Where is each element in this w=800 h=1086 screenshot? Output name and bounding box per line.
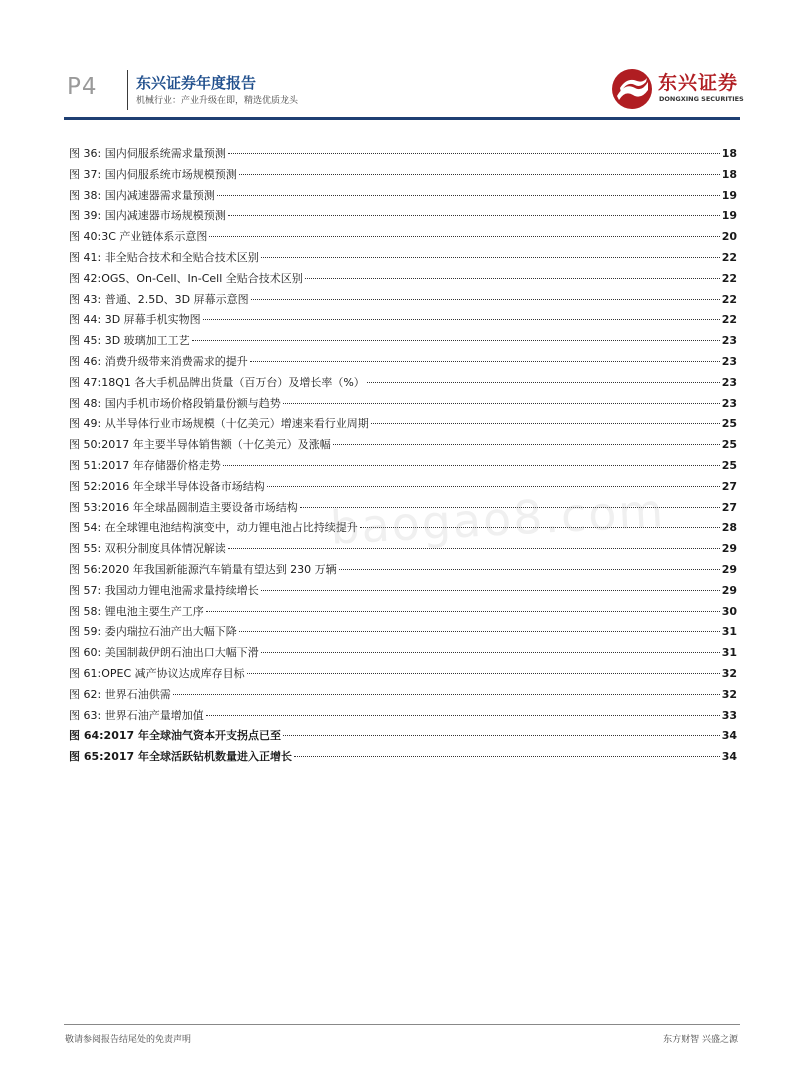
toc-label[interactable]: 图 49: 从半导体行业市场规模（十亿美元）增速来看行业周期	[69, 417, 369, 431]
toc-label[interactable]: 图 41: 非全贴合技术和全贴合技术区别	[69, 250, 259, 264]
toc-leader	[206, 611, 720, 612]
toc-leader	[209, 236, 719, 237]
toc-label[interactable]: 图 53:2016 年全球晶圆制造主要设备市场结构	[69, 500, 298, 514]
figure-index-list	[69, 144, 737, 768]
toc-label[interactable]: 图 56:2020 年我国新能源汽车销量有望达到 230 万辆	[69, 562, 337, 576]
toc-leader	[223, 465, 720, 466]
company-logo	[611, 66, 744, 112]
toc-leader	[247, 673, 720, 674]
footer-rule	[64, 1024, 740, 1025]
logo-mark-icon	[611, 68, 653, 110]
toc-label[interactable]: 图 52:2016 年全球半导体设备市场结构	[69, 479, 265, 493]
toc-row[interactable]	[69, 685, 737, 706]
toc-label[interactable]: 图 44: 3D 屏幕手机实物图	[69, 313, 201, 327]
toc-leader	[261, 257, 720, 258]
toc-page-number[interactable]: 23	[721, 396, 737, 410]
toc-row[interactable]	[69, 435, 737, 456]
toc-leader	[251, 299, 720, 300]
toc-leader	[203, 319, 720, 320]
toc-label[interactable]: 图 36: 国内伺服系统需求量预测	[69, 147, 226, 160]
toc-label[interactable]: 图 45: 3D 玻璃加工工艺	[69, 334, 190, 348]
toc-label[interactable]: 图 61:OPEC 减产协议达成库存目标	[69, 666, 245, 680]
toc-label[interactable]: 图 39: 国内减速器市场规模预测	[69, 209, 226, 223]
toc-row[interactable]	[69, 394, 737, 415]
toc-page-number[interactable]: 31	[721, 646, 737, 660]
toc-leader	[261, 590, 720, 591]
logo-chinese-name: 东兴证券	[658, 72, 739, 94]
toc-page-number[interactable]: 22	[721, 292, 737, 306]
toc-page-number[interactable]: 20	[721, 230, 737, 244]
toc-leader	[283, 403, 720, 404]
toc-row[interactable]	[69, 227, 737, 248]
header-divider	[127, 70, 128, 110]
toc-label[interactable]: 图 58: 锂电池主要生产工序	[69, 604, 204, 618]
toc-page-number[interactable]: 27	[721, 479, 737, 493]
toc-page-number[interactable]: 25	[721, 417, 737, 431]
toc-label[interactable]: 图 54: 在全球锂电池结构演变中，动力锂电池占比持续提升	[69, 521, 358, 535]
toc-page-number[interactable]: 32	[721, 666, 737, 680]
toc-row[interactable]	[69, 622, 737, 643]
toc-page-number[interactable]: 23	[721, 334, 737, 348]
toc-leader	[228, 153, 720, 154]
toc-page-number[interactable]: 29	[721, 562, 737, 576]
toc-leader	[228, 548, 720, 549]
toc-label[interactable]: 图 62: 世界石油供需	[69, 687, 171, 701]
toc-page-number[interactable]: 34	[721, 729, 737, 743]
toc-page-number[interactable]: 32	[721, 687, 737, 701]
toc-row[interactable]	[69, 664, 737, 685]
toc-page-number[interactable]: 18	[721, 167, 737, 181]
toc-row[interactable]	[69, 560, 737, 581]
toc-label[interactable]: 图 63: 世界石油产量增加值	[69, 708, 204, 722]
toc-leader	[261, 652, 720, 653]
toc-row[interactable]	[69, 331, 737, 352]
toc-page-number[interactable]: 23	[721, 354, 737, 368]
toc-leader	[192, 340, 720, 341]
toc-label[interactable]: 图 42:OGS、On-Cell、In-Cell 全贴合技术区别	[69, 271, 303, 285]
toc-page-number[interactable]: 30	[721, 604, 737, 618]
toc-label[interactable]: 图 64:2017 年全球油气资本开支拐点已至	[69, 729, 281, 743]
toc-row[interactable]	[69, 269, 737, 290]
toc-row[interactable]	[69, 310, 737, 331]
toc-label[interactable]: 图 46: 消费升级带来消费需求的提升	[69, 354, 248, 368]
toc-leader	[339, 569, 720, 570]
toc-page-number[interactable]: 34	[721, 750, 737, 764]
logo-english-name: DONGXING SECURITIES	[659, 95, 744, 103]
toc-page-number[interactable]: 22	[721, 271, 737, 285]
toc-leader	[206, 715, 720, 716]
toc-page-number[interactable]: 25	[721, 458, 737, 472]
toc-label[interactable]: 图 43: 普通、2.5D、3D 屏幕示意图	[69, 292, 249, 306]
toc-page-number[interactable]: 23	[721, 375, 737, 389]
toc-leader	[239, 174, 720, 175]
toc-page-number[interactable]: 22	[721, 250, 737, 264]
toc-label[interactable]: 图 40:3C 产业链体系示意图	[69, 230, 208, 244]
toc-row[interactable]	[69, 581, 737, 602]
report-title: 东兴证券年度报告	[136, 74, 257, 92]
toc-page-number[interactable]: 19	[721, 209, 737, 223]
toc-page-number[interactable]: 33	[721, 708, 737, 722]
toc-label[interactable]: 图 65:2017 年全球活跃钻机数量进入正增长	[69, 750, 292, 764]
header-rule	[64, 117, 740, 120]
toc-leader	[217, 195, 720, 196]
toc-row[interactable]	[69, 373, 737, 394]
toc-row[interactable]	[69, 747, 737, 768]
toc-label[interactable]: 图 57: 我国动力锂电池需求量持续增长	[69, 583, 259, 597]
toc-leader	[305, 278, 720, 279]
page-number: P4	[67, 74, 98, 100]
watermark: baogao8.com	[328, 483, 667, 555]
toc-leader	[333, 444, 720, 445]
toc-row[interactable]	[69, 414, 737, 435]
toc-label[interactable]: 图 51:2017 年存储器价格走势	[69, 458, 221, 472]
toc-leader	[250, 361, 720, 362]
toc-label[interactable]: 图 59: 委内瑞拉石油产出大幅下降	[69, 625, 237, 639]
toc-row[interactable]	[69, 726, 737, 747]
toc-page-number[interactable]: 25	[721, 438, 737, 452]
toc-page-number[interactable]: 27	[721, 500, 737, 514]
toc-leader	[294, 756, 720, 757]
toc-row[interactable]	[69, 290, 737, 311]
toc-row[interactable]	[69, 144, 737, 165]
toc-leader	[371, 423, 720, 424]
toc-row[interactable]	[69, 186, 737, 207]
toc-page-number[interactable]: 29	[721, 583, 737, 597]
toc-page-number[interactable]: 18	[721, 147, 737, 160]
toc-row[interactable]	[69, 248, 737, 269]
toc-leader	[283, 735, 720, 736]
footer-disclaimer: 敬请参阅报告结尾处的免责声明	[65, 1035, 192, 1045]
toc-row[interactable]	[69, 602, 737, 623]
toc-row[interactable]	[69, 206, 737, 227]
toc-page-number[interactable]: 31	[721, 625, 737, 639]
toc-label[interactable]: 图 37: 国内伺服系统市场规模预测	[69, 167, 237, 181]
toc-leader	[367, 382, 720, 383]
toc-page-number[interactable]: 19	[721, 188, 737, 202]
toc-page-number[interactable]: 28	[721, 521, 737, 535]
toc-page-number[interactable]: 29	[721, 542, 737, 556]
report-subtitle: 机械行业：产业升级在即，精选优质龙头	[136, 96, 299, 106]
toc-leader	[173, 694, 720, 695]
toc-label[interactable]: 图 60: 美国制裁伊朗石油出口大幅下滑	[69, 646, 259, 660]
toc-leader	[228, 215, 720, 216]
toc-row[interactable]	[69, 352, 737, 373]
toc-label[interactable]: 图 48: 国内手机市场价格段销量份额与趋势	[69, 396, 281, 410]
toc-label[interactable]: 图 55: 双积分制度具体情况解读	[69, 542, 226, 556]
toc-label[interactable]: 图 38: 国内减速器需求量预测	[69, 188, 215, 202]
toc-leader	[239, 631, 720, 632]
footer-slogan: 东方财智 兴盛之源	[663, 1035, 738, 1045]
toc-row[interactable]	[69, 643, 737, 664]
toc-row[interactable]	[69, 706, 737, 727]
toc-page-number[interactable]: 22	[721, 313, 737, 327]
toc-label[interactable]: 图 50:2017 年主要半导体销售额（十亿美元）及涨幅	[69, 438, 331, 452]
toc-row[interactable]	[69, 165, 737, 186]
toc-label[interactable]: 图 47:18Q1 各大手机品牌出货量（百万台）及增长率（%）	[69, 375, 365, 389]
toc-row[interactable]	[69, 456, 737, 477]
